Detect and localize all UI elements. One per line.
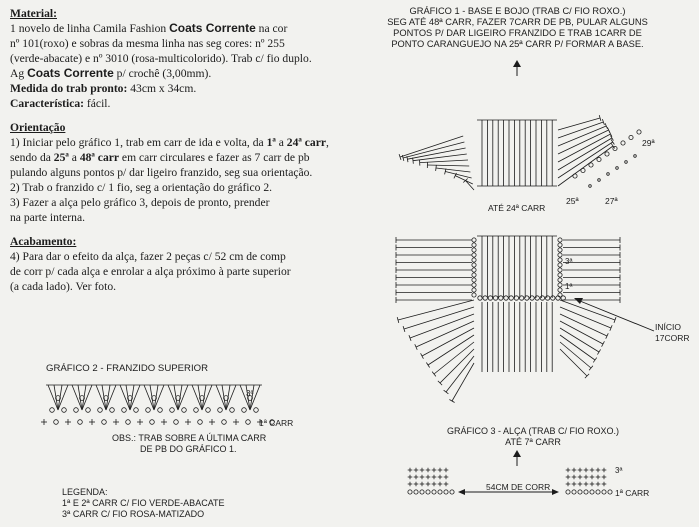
fan-stitch [216, 385, 226, 410]
grafico2-diagram [41, 385, 274, 425]
chain-stitch [558, 243, 562, 247]
medida-line: Medida do trab pronto: 43cm x 34cm. [10, 82, 197, 95]
fan-stitch [178, 385, 188, 410]
chain-stitch [50, 408, 55, 413]
legend-line-1: 1ª E 2ª CARR C/ FIO VERDE-ABACATE [62, 498, 225, 508]
chain-stitch [558, 268, 562, 272]
stitch-cap [597, 349, 600, 354]
chain-stitch [472, 268, 476, 272]
up-arrow-icon [513, 60, 521, 76]
chain-stitch [483, 296, 487, 300]
double-crochet [436, 168, 470, 172]
legend [62, 487, 225, 520]
stitch-cap [426, 362, 429, 367]
material-heading: Material: [10, 7, 57, 20]
double-crochet [455, 176, 473, 184]
double-crochet [398, 300, 474, 320]
stitch-cap [413, 158, 414, 164]
chain-stitch [596, 490, 600, 494]
chain-stitch [206, 408, 211, 413]
chain-stitch [621, 141, 625, 145]
chain-stitch [472, 258, 476, 262]
chain-stitch [222, 420, 227, 425]
g2-label-3a: 3ª [246, 389, 254, 398]
slip-stitch [634, 155, 637, 158]
fan-stitch [96, 385, 106, 410]
chain-stitch [472, 283, 476, 287]
chain-stitch [98, 408, 103, 413]
orientacao-heading: Orientação [10, 121, 66, 134]
chain-stitch [605, 152, 609, 156]
grafico3-ate7: ATÉ 7ª CARR [505, 437, 561, 447]
chain-stitch [62, 408, 67, 413]
chain-stitch [450, 490, 454, 494]
chain-stitch [174, 420, 179, 425]
stitch-cap [421, 353, 424, 358]
brand-name: Coats Corrente [169, 21, 256, 35]
chain-stitch [472, 278, 476, 282]
stitch-cap [444, 390, 449, 394]
chain-stitch [110, 408, 115, 413]
chain-stitch [426, 490, 430, 494]
fan-stitch [154, 385, 164, 410]
chain-stitch [150, 420, 155, 425]
chain-stitch [608, 490, 612, 494]
chain-stitch [558, 258, 562, 262]
double-crochet [400, 136, 463, 157]
chain-stitch [182, 408, 187, 413]
chain-stitch [545, 296, 549, 300]
chain-stitch [584, 490, 588, 494]
chain-stitch [408, 490, 412, 494]
slip-stitch [625, 161, 628, 164]
chain-stitch [432, 490, 436, 494]
chain-stitch [246, 420, 251, 425]
label-25: 25ª [566, 196, 579, 206]
chain-stitch [578, 490, 582, 494]
label-29: 29ª [642, 138, 655, 148]
caracteristica-line: Característica: fácil. [10, 97, 111, 110]
chain-stitch [444, 490, 448, 494]
double-crochet [452, 363, 474, 401]
chain-stitch [509, 296, 513, 300]
slip-stitch [598, 179, 601, 182]
step-1-cont-2: pulando alguns pontos p/ dar ligeiro franzido, seg sua orientação. [10, 166, 313, 179]
fan-stitch [202, 385, 212, 410]
double-crochet [558, 146, 613, 186]
chain-stitch [218, 408, 223, 413]
chain-stitch [581, 168, 585, 172]
fan-stitch [226, 385, 236, 410]
chain-stitch [420, 490, 424, 494]
chain-stitch [230, 408, 235, 413]
grafico2-title: GRÁFICO 2 - FRANZIDO SUPERIOR [46, 363, 209, 374]
label-1a: 1ª [565, 282, 573, 291]
chain-stitch [589, 163, 593, 167]
double-crochet [465, 180, 474, 190]
grafico1-note-1: SEG ATÉ 48ª CARR, FAZER 7CARR DE PB, PULAR ALGUNS [387, 17, 648, 27]
chain-stitch [78, 420, 83, 425]
label-inicio-2: 17CORR [655, 333, 690, 343]
chain-stitch [478, 296, 482, 300]
chain-stitch [602, 490, 606, 494]
material-line-1: 1 novelo de linha Camila Fashion Coats Corrente na cor [10, 21, 288, 35]
chain-stitch [590, 490, 594, 494]
fan-stitch [144, 385, 154, 410]
chain-stitch [74, 408, 79, 413]
stitch-cap [593, 358, 596, 363]
brand-name-2: Coats Corrente [27, 66, 114, 80]
double-crochet [427, 165, 469, 166]
chain-stitch [472, 248, 476, 252]
material-line-4: Ag Coats Corrente p/ crochê (3,00mm). [10, 66, 212, 80]
chain-stitch [472, 273, 476, 277]
double-crochet [420, 160, 468, 163]
chain-stitch [558, 273, 562, 277]
label-ate-24: ATÉ 24ª CARR [488, 203, 546, 213]
double-crochet [410, 314, 474, 338]
legend-title: LEGENDA: [62, 487, 108, 497]
step-1: 1) Iniciar pelo gráfico 1, trab em carr de ida e volta, da 1ª a 24ª carr, [10, 136, 329, 149]
step-4: 4) Para dar o efeito da alça, fazer 2 peças c/ 52 cm de comp [10, 250, 286, 263]
step-2: 2) Trab o franzido c/ 1 fio, seg a orientação do gráfico 2. [10, 181, 273, 194]
chain-stitch [558, 278, 562, 282]
chain-stitch [102, 420, 107, 425]
step-4-cont: de corr p/ cada alça e enrolar a alça próximo à parte superior [10, 265, 291, 278]
chain-stitch [472, 253, 476, 257]
chain-stitch [504, 296, 508, 300]
double-crochet [558, 134, 611, 162]
fan-stitch [106, 385, 116, 410]
stitch-cap [602, 341, 605, 346]
step-4-cont-2: (a cada lado). Ver foto. [10, 280, 117, 293]
chain-stitch [146, 408, 151, 413]
chain-stitch [572, 490, 576, 494]
chain-stitch [558, 288, 562, 292]
chain-stitch [558, 263, 562, 267]
chain-stitch [134, 408, 139, 413]
chain-stitch [86, 408, 91, 413]
chain-stitch [597, 157, 601, 161]
fan-stitch [130, 385, 140, 410]
chain-stitch [472, 243, 476, 247]
step-3: 3) Fazer a alça pelo gráfico 3, depois de pronto, prender [10, 196, 270, 209]
chain-stitch [558, 238, 562, 242]
fan-stitch [192, 385, 202, 410]
grafico1-diagram [396, 115, 641, 402]
chain-stitch [558, 253, 562, 257]
step-1-cont: sendo da 25ª a 48ª carr em carr circulares e fazer as 7 carr de pb [10, 151, 310, 164]
fan-stitch [120, 385, 130, 410]
chain-stitch [158, 408, 163, 413]
step-3-cont: na parte interna. [10, 211, 85, 224]
chain-stitch [558, 248, 562, 252]
double-crochet [558, 118, 600, 130]
fan-stitch [168, 385, 178, 410]
slip-stitch [607, 173, 610, 176]
g3-label-comp: 54CM DE CORR [486, 482, 551, 492]
chain-stitch [488, 296, 492, 300]
chain-stitch [414, 490, 418, 494]
chain-stitch [499, 296, 503, 300]
material-line-2: nº 101(roxo) e sobras da mesma linha nas seg cores: nº 255 [10, 37, 285, 50]
chain-stitch [493, 296, 497, 300]
chain-stitch [472, 293, 476, 297]
g2-label-1a: 1ª CARR [259, 418, 294, 428]
g3-label-3a: 3ª [615, 466, 623, 475]
material-line-3: (verde-abacate) e nº 3010 (rosa-multicolorido). Trab c/ fio duplo. [10, 52, 312, 65]
chain-stitch [551, 296, 555, 300]
label-27: 27ª [605, 196, 618, 206]
stitch-cap [436, 165, 437, 171]
fan-stitch [48, 385, 58, 410]
stitch-cap [449, 399, 454, 402]
grafico2-obs: OBS.: TRAB SOBRE A ÚLTIMA CARR DE PB DO GRÁFICO 1. [112, 433, 267, 454]
chain-stitch [637, 130, 641, 134]
grafico3-title-block [398, 426, 668, 448]
double-crochet [558, 130, 609, 154]
chain-stitch [198, 420, 203, 425]
grafico1-title: GRÁFICO 1 - BASE E BOJO (TRAB C/ FIO ROXO.) [409, 6, 626, 16]
fan-stitch [82, 385, 92, 410]
fan-stitch [58, 385, 68, 410]
chain-stitch [242, 408, 247, 413]
acabamento-heading: Acabamento: [10, 235, 77, 248]
label-3a: 3ª [565, 257, 573, 266]
label-inicio: INÍCIO [655, 322, 681, 332]
chain-stitch [558, 283, 562, 287]
chain-stitch [126, 420, 131, 425]
grafico3-title: GRÁFICO 3 - ALÇA (TRAB C/ FIO ROXO.) [446, 426, 620, 436]
chain-stitch [472, 263, 476, 267]
chain-stitch [194, 408, 199, 413]
chain-stitch [122, 408, 127, 413]
grafico1-note-3: PONTO CARANGUEJO NA 25ª CARR P/ FORMAR A BASE. [391, 39, 644, 49]
chain-stitch [540, 296, 544, 300]
chain-stitch [170, 408, 175, 413]
double-crochet [413, 154, 467, 161]
chain-stitch [472, 288, 476, 292]
chain-stitch [472, 238, 476, 242]
fan-stitch [72, 385, 82, 410]
grafico1-note-2: PONTOS P/ DAR LIGEIRO FRANZIDO E TRAB 1CARR DE [393, 28, 642, 38]
slip-stitch [616, 167, 619, 170]
chain-stitch [438, 490, 442, 494]
slip-stitch [589, 185, 592, 188]
chain-stitch [629, 135, 633, 139]
chain-stitch [566, 490, 570, 494]
chain-stitch [613, 146, 617, 150]
legend-line-2: 3ª CARR C/ FIO ROSA-MATIZADO [62, 509, 205, 519]
stitch-cap [432, 372, 436, 377]
up-arrow-icon-2 [513, 450, 521, 466]
chain-stitch [254, 408, 259, 413]
chain-stitch [514, 296, 518, 300]
g3-label-1a: 1ª CARR [615, 488, 650, 498]
chain-stitch [573, 174, 577, 178]
chain-stitch [54, 420, 59, 425]
